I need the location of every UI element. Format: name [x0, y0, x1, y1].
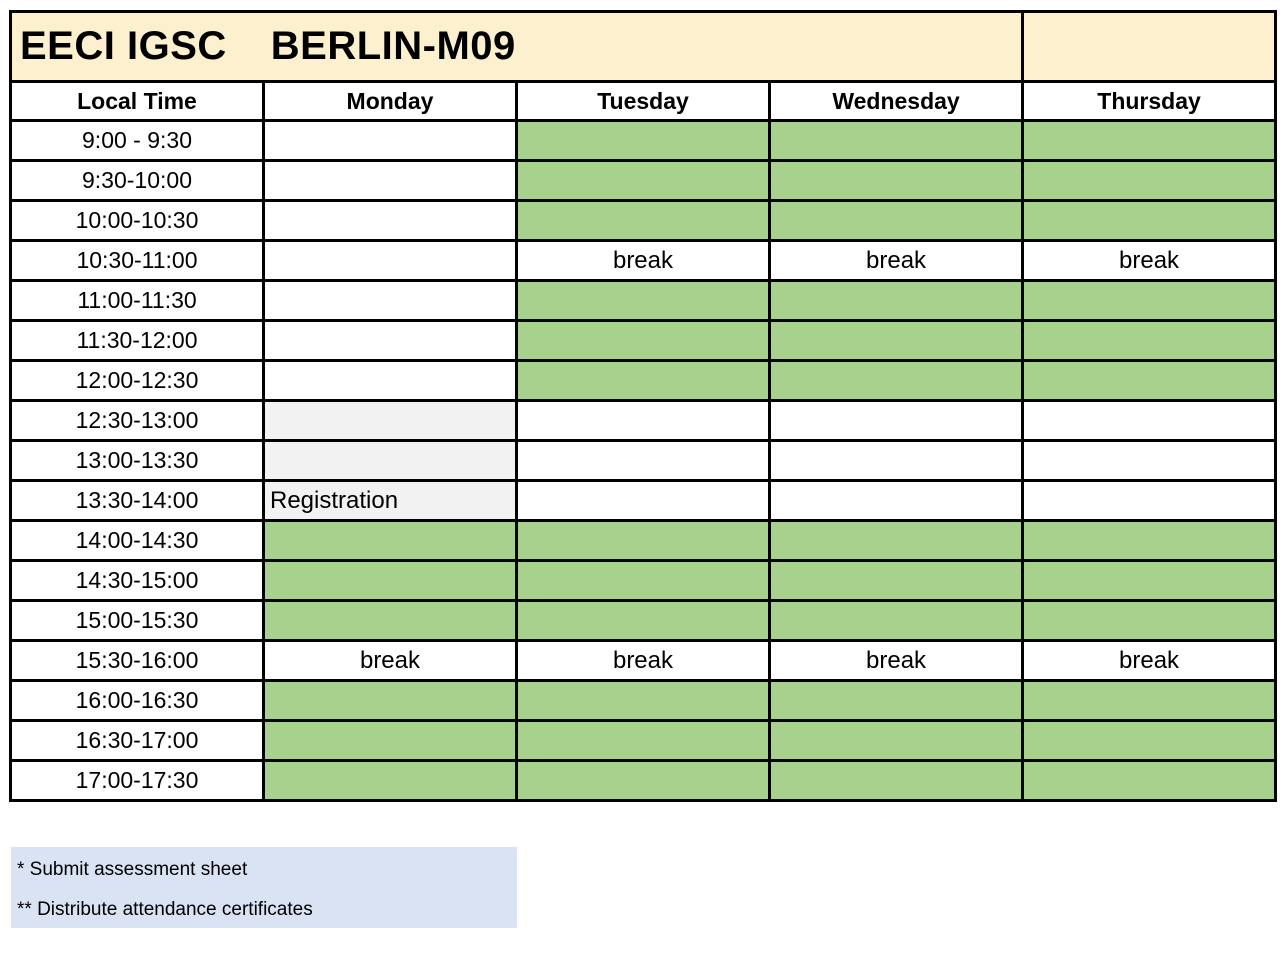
schedule-row — [11, 681, 1276, 721]
wednesday-slot-cell — [770, 161, 1023, 201]
monday-slot-cell — [264, 681, 517, 721]
schedule-row — [11, 361, 1276, 401]
tuesday-slot-cell — [517, 601, 770, 641]
thursday-slot-cell — [1023, 401, 1276, 441]
time-slot-cell: 14:00-14:30 — [11, 521, 264, 561]
schedule-row — [11, 281, 1276, 321]
header-wednesday: Wednesday — [770, 82, 1023, 121]
thursday-slot-cell — [1023, 521, 1276, 561]
monday-slot-cell — [264, 441, 517, 481]
thursday-slot-cell — [1023, 721, 1276, 761]
time-slot-cell: 13:00-13:30 — [11, 441, 264, 481]
wednesday-slot-cell — [770, 201, 1023, 241]
tuesday-slot-cell — [517, 761, 770, 801]
time-slot-cell: 17:00-17:30 — [11, 761, 264, 801]
time-slot-cell: 11:00-11:30 — [11, 281, 264, 321]
title-module: BERLIN-M09 — [270, 24, 516, 68]
wednesday-slot-cell — [770, 761, 1023, 801]
monday-slot-cell — [264, 601, 517, 641]
monday-slot-cell: Registration — [264, 481, 517, 521]
thursday-slot-cell — [1023, 601, 1276, 641]
note-assessment: * Submit assessment sheet — [17, 859, 248, 880]
schedule-row — [11, 601, 1276, 641]
schedule-row — [11, 241, 1276, 281]
title-course: EECI IGSC — [20, 24, 227, 68]
time-slot-cell: 10:30-11:00 — [11, 241, 264, 281]
tuesday-slot-cell: break — [517, 641, 770, 681]
monday-slot-cell — [264, 761, 517, 801]
header-tuesday: Tuesday — [517, 82, 770, 121]
schedule-row — [11, 761, 1276, 801]
thursday-slot-cell — [1023, 201, 1276, 241]
tuesday-slot-cell — [517, 441, 770, 481]
thursday-slot-cell — [1023, 121, 1276, 161]
thursday-slot-cell — [1023, 321, 1276, 361]
monday-slot-cell — [264, 521, 517, 561]
schedule-row — [11, 481, 1276, 521]
wednesday-slot-cell — [770, 481, 1023, 521]
time-slot-cell: 9:30-10:00 — [11, 161, 264, 201]
monday-slot-cell: break — [264, 641, 517, 681]
time-slot-cell: 16:00-16:30 — [11, 681, 264, 721]
tuesday-slot-cell — [517, 361, 770, 401]
schedule-row — [11, 401, 1276, 441]
time-slot-cell: 11:30-12:00 — [11, 321, 264, 361]
thursday-slot-cell — [1023, 441, 1276, 481]
monday-slot-cell — [264, 361, 517, 401]
thursday-slot-cell: break — [1023, 241, 1276, 281]
schedule-row — [11, 561, 1276, 601]
schedule-row — [11, 521, 1276, 561]
monday-slot-cell — [264, 161, 517, 201]
header-local-time: Local Time — [11, 82, 264, 121]
thursday-slot-cell — [1023, 281, 1276, 321]
monday-slot-cell — [264, 321, 517, 361]
wednesday-slot-cell: break — [770, 241, 1023, 281]
schedule-row — [11, 441, 1276, 481]
notes-box — [11, 847, 517, 928]
wednesday-slot-cell: break — [770, 641, 1023, 681]
tuesday-slot-cell — [517, 521, 770, 561]
thursday-slot-cell — [1023, 761, 1276, 801]
title-right-cell — [1023, 12, 1276, 82]
schedule-body — [11, 12, 1276, 801]
thursday-slot-cell — [1023, 681, 1276, 721]
wednesday-slot-cell — [770, 561, 1023, 601]
wednesday-slot-cell — [770, 121, 1023, 161]
monday-slot-cell — [264, 721, 517, 761]
time-slot-cell: 9:00 - 9:30 — [11, 121, 264, 161]
tuesday-slot-cell — [517, 281, 770, 321]
title-row — [11, 12, 1276, 82]
wednesday-slot-cell — [770, 361, 1023, 401]
schedule-table — [9, 10, 1277, 802]
wednesday-slot-cell — [770, 521, 1023, 561]
monday-slot-cell — [264, 281, 517, 321]
time-slot-cell: 15:30-16:00 — [11, 641, 264, 681]
tuesday-slot-cell — [517, 681, 770, 721]
page-title — [11, 12, 1023, 82]
header-monday: Monday — [264, 82, 517, 121]
wednesday-slot-cell — [770, 721, 1023, 761]
monday-slot-cell — [264, 121, 517, 161]
tuesday-slot-cell: break — [517, 241, 770, 281]
tuesday-slot-cell — [517, 481, 770, 521]
schedule-row — [11, 321, 1276, 361]
tuesday-slot-cell — [517, 561, 770, 601]
monday-slot-cell — [264, 561, 517, 601]
time-slot-cell: 16:30-17:00 — [11, 721, 264, 761]
wednesday-slot-cell — [770, 281, 1023, 321]
schedule-row — [11, 201, 1276, 241]
time-slot-cell: 10:00-10:30 — [11, 201, 264, 241]
wednesday-slot-cell — [770, 401, 1023, 441]
thursday-slot-cell: break — [1023, 641, 1276, 681]
thursday-slot-cell — [1023, 481, 1276, 521]
time-slot-cell: 15:00-15:30 — [11, 601, 264, 641]
monday-slot-cell — [264, 401, 517, 441]
time-slot-cell: 12:30-13:00 — [11, 401, 264, 441]
tuesday-slot-cell — [517, 401, 770, 441]
note-certificates: ** Distribute attendance certificates — [17, 899, 313, 920]
wednesday-slot-cell — [770, 321, 1023, 361]
tuesday-slot-cell — [517, 121, 770, 161]
time-slot-cell: 13:30-14:00 — [11, 481, 264, 521]
wednesday-slot-cell — [770, 441, 1023, 481]
time-slot-cell: 14:30-15:00 — [11, 561, 264, 601]
tuesday-slot-cell — [517, 321, 770, 361]
thursday-slot-cell — [1023, 561, 1276, 601]
schedule-row — [11, 721, 1276, 761]
tuesday-slot-cell — [517, 161, 770, 201]
header-thursday: Thursday — [1023, 82, 1276, 121]
wednesday-slot-cell — [770, 601, 1023, 641]
schedule-row — [11, 121, 1276, 161]
schedule-row — [11, 161, 1276, 201]
tuesday-slot-cell — [517, 721, 770, 761]
time-slot-cell: 12:00-12:30 — [11, 361, 264, 401]
schedule-row — [11, 641, 1276, 681]
wednesday-slot-cell — [770, 681, 1023, 721]
thursday-slot-cell — [1023, 361, 1276, 401]
tuesday-slot-cell — [517, 201, 770, 241]
header-row — [11, 82, 1276, 121]
thursday-slot-cell — [1023, 161, 1276, 201]
monday-slot-cell — [264, 201, 517, 241]
monday-slot-cell — [264, 241, 517, 281]
